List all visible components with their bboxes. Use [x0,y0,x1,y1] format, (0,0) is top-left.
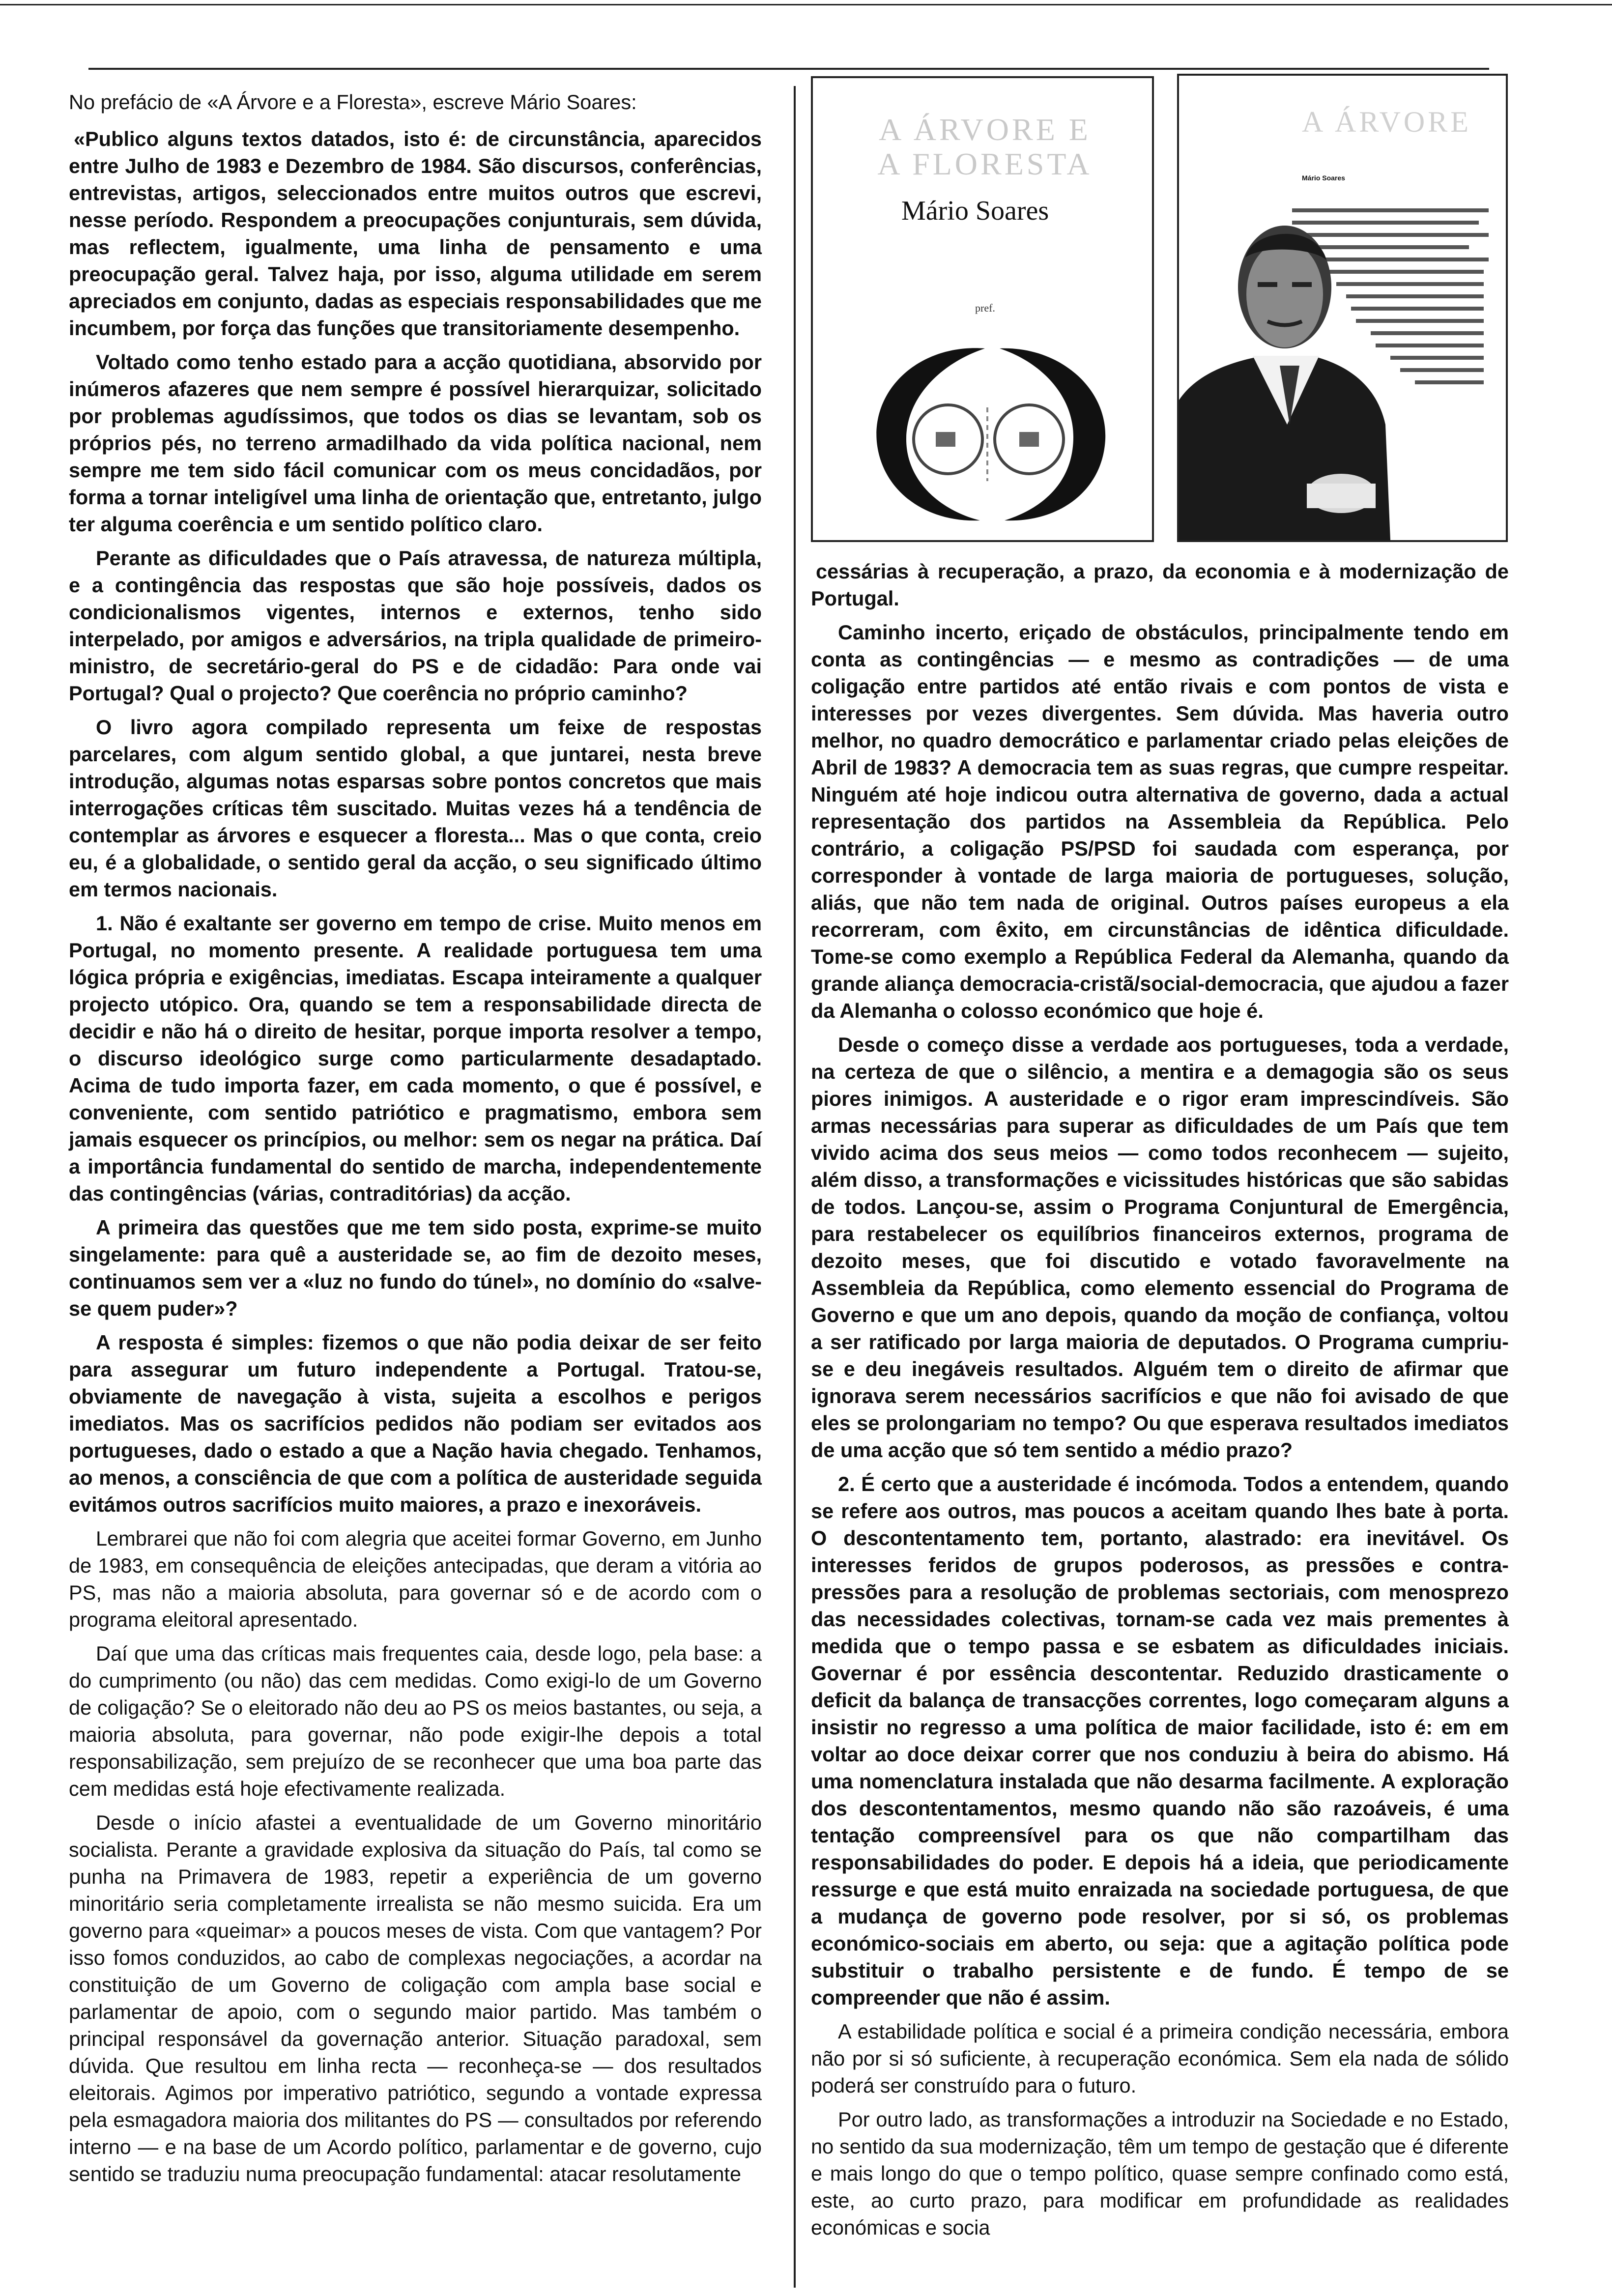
book-author: Mário Soares [901,196,1049,226]
column-divider [794,86,796,2288]
paragraph: Desde o começo disse a verdade aos portugueses, toda a verdade, na certeza de que o silêncio, a mentira e a demagogia são os seus piores inimigos. A austeridade e o rigor eram imprescindíveis. São armas necessárias para superar as dificuldades de um País que tem vivido acima dos seus meios — como todos reconhecem — sujeito, além disso, a transformações e vicissitudes históricas que são sabidas de todos. Lançou-se, assim o Programa Conjuntural de Emergência, para restabelecer os equilíbrios financeiros externos, programa de dezoito meses, que foi discutido e votado favoravelmente na Assembleia da República, como elemento essencial do Programa de Governo e que um ano depois, quando da moção de confiança, voltou a ser ratificado por larga maioria de deputados. O Programa cumpriu-se e deu inegáveis resultados. Alguém tem o direito de afirmar que ignorava serem necessários sacrifícios e que não foi avisado de que eles se prolongariam no tempo? Ou que esperava resultados imediatos de uma acção que só tem sentido a médio prazo? [811,1033,1509,1462]
paragraph: Caminho incerto, eriçado de obstáculos, principalmente tendo em conta as contingências — e mesmo as contradições — de uma coligação entre partidos até então rivais e com pontos de vista e interesses por vezes divergentes. Sem dúvida. Mas haveria outro melhor, no quadro democrático e parlamentar criado pelas eleições de Abril de 1983? A democracia tem as suas regras, que cumpre respeitar. Ninguém até hoje indicou outra alternativa de governo, dada a actual representação dos partidos na Assembleia da República. Pelo contrário, a coligação PS/PSD foi saudada com esperança, por corresponder à vontade de larga maioria de portugueses, solução, aliás, que não tem nada de original. Outros países europeus a ela recorreram, com êxito, em circunstâncias de idêntica dificuldade. Tome-se como exemplo a República Federal da Alemanha, quando da grande aliança democracia-cristã/social-democracia, que ajudou a fazer da Alemanha o colosso económico que hoje é. [811,621,1509,1022]
paragraph: Daí que uma das críticas mais frequentes caia, desde logo, pela base: a do cumprimento (ou não) das cem medidas. Como exigi-lo de um Governo de coligação? Se o eleitorado não deu ao PS os meios bastantes, ou seja, a maioria absoluta, para governar, não pode exigir-lhe depois a total responsabilização, sem prejuízo de se reconhecer que uma boa parte das cem medidas está hoje efectivamente realizada. [69,1642,762,1800]
paragraph: cessárias à recuperação, a prazo, da economia e à modernização de Portugal. [811,560,1509,610]
paragraph: A resposta é simples: fizemos o que não podia deixar de ser feito para assegurar um futuro independente a Portugal. Tratou-se, obviamente de navegação à vista, sujeita a escolhos e perigos imediatos. Mas os sacrifícios pedidos não podiam ser evitados aos portugueses, dado o estado a que a Nação havia chegado. Tenhamos, ao menos, a consciência de que com a política de austeridade seguida evitámos outros sacrifícios muito maiores, a prazo e inexoráveis. [69,1331,762,1516]
author-portrait-photo [1179,194,1506,540]
book-preface-label: pref. [975,302,995,314]
paragraph: Desde o início afastei a eventualidade de um Governo minoritário socialista. Perante a gravidade explosiva da situação do País, tal como se punha na Primavera de 1983, repetir a experiência de um governo minoritário seria completamente irrealista se não mesmo suicida. Era um governo para «queimar» a poucos meses de vista. Com que vantagem? Por isso fomos conduzidos, ao cabo de complexas negociações, a acordar na constituição de um Governo de coligação com ampla base social e parlamentar de apoio, com o segundo maior partido. Mas também o principal responsável da governação anterior. Situação paradoxal, sem dúvida. Que resultou em linha recta — reconheça-se — dos resultados eleitorais. Agimos por imperativo patriótico, segundo a vontade expressa pela esmagadora maioria dos militantes do PS — consultados por referendo interno — e na base de um Acordo político, parlamentar e de governo, cujo sentido se traduziu numa preocupação fundamental: atacar resolutamente [69,1811,762,2185]
paragraph: 2. É certo que a austeridade é incómoda. Todos a entendem, quando se refere aos outros, mas poucos a aceitam quando lhes bate à porta. O descontentamento tem, portanto, alastrado: era inevitável. Os interesses feridos de grupos poderosos, as pressões e contra-pressões para a resolução de problemas sectoriais, com menosprezo das necessidades colectivas, tornam-se cada vez mais prementes à medida que o tempo passa e se esbatem as dificuldades iniciais. Governar é por essência descontentar. Reduzido drasticamente o deficit da balança de transacções correntes, logo começaram alguns a insistir no regresso a uma política de maior facilidade, isto é: em em voltar ao doce deixar correr que nos conduziu à beira do abismo. Há uma nomenclatura instalada que não desarma facilmente. A exploração dos descontentamentos, mesmo quando não são razoáveis, é uma tentação compreensível para os que não compartilham das responsabilidades do poder. E depois há a ideia, que periodicamente ressurge e que está muito enraizada na sociedade portuguesa, de que a mudança de governo pode resolver, por si só, os problemas económico-sociais em aberto, ou seja: que a agitação política pode substituir o trabalho persistente e de fundo. É tempo de se compreender que não é assim. [811,1472,1509,2009]
paragraph: 1. Não é exaltante ser governo em tempo de crise. Muito menos em Portugal, no momento presente. A realidade portuguesa tem uma lógica própria e exigências, imediatas. Escapa inteiramente a qualquer projecto utópico. Ora, quando se tem a responsabilidade directa de decidir e não há o direito de hesitar, porque importa resolver a tempo, o discurso ideológico surge como particularmente desadaptado. Acima de tudo importa fazer, em cada momento, o que é possível, e conveniente, com sentido patriótico e pragmatismo, embora sem jamais esquecer os princípios, ou melhor: sem os negar na prática. Daí a importância fundamental do sentido de marcha, independentemente das contingências (várias, contraditórias) da acção. [69,912,762,1205]
paragraph: Voltado como tenho estado para a acção quotidiana, absorvido por inúmeros afazeres que nem sempre é possível hierarquizar, solicitado por problemas agudíssimos, que todos os dias se levantam, sob os próprios pés, no terreno armadilhado da vida política nacional, nem sempre me tem sido fácil comunicar com os meus concidadãos, por forma a tornar inteligível uma linha de orientação que, entretanto, julgo ter alguma coerência e um sentido político claro. [69,350,762,536]
header-rule [88,68,1489,70]
book-title: A ÁRVORE E A FLORESTA [877,112,1093,181]
paragraph: A primeira das questões que me tem sido posta, exprime-se muito singelamente: para quê a austeridade se, ao fim de dezoito meses, continuamos sem ver a «luz no fundo do túnel», no domínio do «salve-se quem puder»? [69,1216,762,1320]
book-cover-back [1177,74,1508,542]
paragraph: Lembrarei que não foi com alegria que aceitei formar Governo, em Junho de 1983, em consequência de eleições antecipadas, que deram a vitória ao PS, mas não a maioria absoluta, para governar só e de acordo com o programa eleitoral apresentado. [69,1527,762,1631]
paragraph: A estabilidade política e social é a primeira condição necessária, embora não por si só suficiente, à recuperação económica. Sem ela nada de sólido poderá ser construído para o futuro. [811,2020,1509,2097]
paragraph: Perante as dificuldades que o País atravessa, de natureza múltipla, e a contingência das respostas que são hoje possíveis, dados os condicionalismos vigentes, internos e externos, tenho sido interpelado, por amigos e adversários, na tripla qualidade de primeiro-ministro, de secretário-geral do PS e de cidadão: Para onde vai Portugal? Qual o projecto? Que coerência no próprio caminho? [69,546,762,705]
paragraph: O livro agora compilado representa um feixe de respostas parcelares, com algum sentido global, a que juntarei, nesta breve introdução, algumas notas esparsas sobre pontos concretos que mais interrogações críticas têm suscitado. Muitas vezes há a tendência de contemplar as árvores e esquecer a floresta... Mas o que conta, creio eu, é a globalidade, o sentido geral da acção, o seu significado último em termos nacionais. [69,716,762,901]
intro-line: No prefácio de «A Árvore e a Floresta», escreve Mário Soares: [69,90,637,114]
tree-forest-logo-icon [862,334,1118,530]
left-column [69,88,762,2194]
page-top-rule [0,4,1612,5]
book-title: A ÁRVORE [1302,106,1471,138]
paragraph: Por outro lado, as transformações a introduzir na Sociedade e no Estado, no sentido da sua modernização, têm um tempo de gestação que é diferente e mais longo do que o tempo político, quase sempre confinado como está, este, ao curto prazo, para modificar em profundidade as realidades económicas e socia [811,2108,1509,2239]
book-author: Mário Soares [1302,174,1345,182]
book-cover-front [811,76,1154,542]
right-column [811,558,1509,2248]
paragraph: «Publico alguns textos datados, isto é: de circunstância, aparecidos entre Julho de 1983 e Dezembro de 1984. São discursos, conferências, entrevistas, artigos, seleccionados entre muitos outros que escrevi, nesse período. Respondem a preocupações conjunturais, sem dúvida, mas reflectem, igualmente, uma linha de pensamento e uma preocupação geral. Talvez haja, por isso, alguma utilidade em serem apreciados em conjunto, dadas as especiais responsabilidades que me incumbem, por força das funções que transitoriamente desempenho. [69,127,762,340]
